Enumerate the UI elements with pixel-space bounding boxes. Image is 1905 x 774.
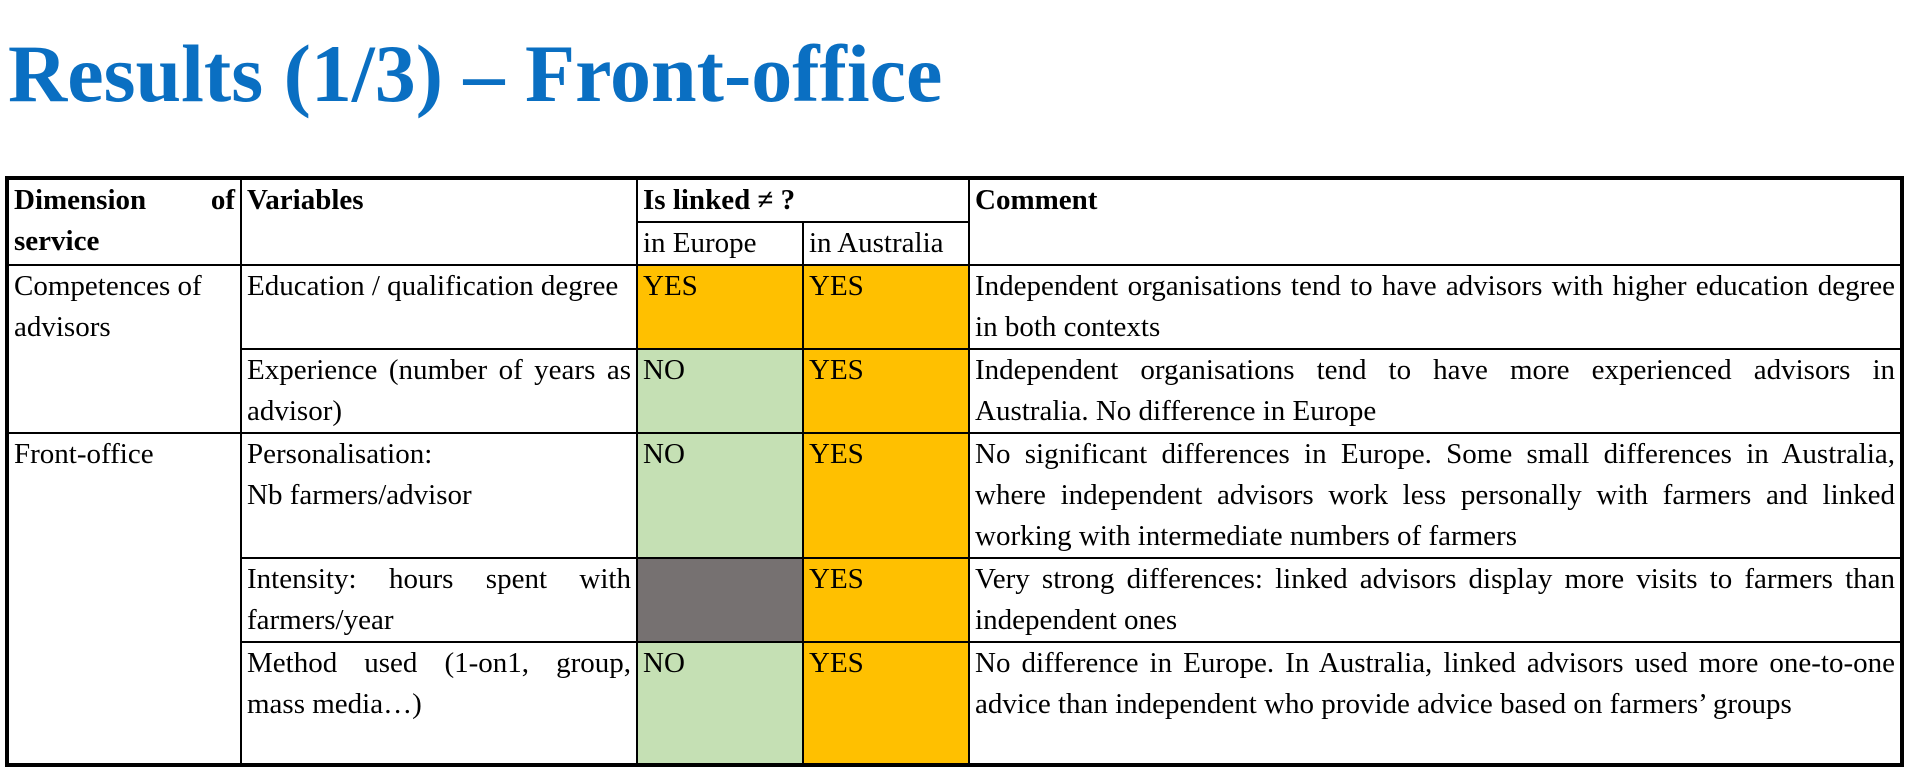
europe-result-cell: NO: [637, 433, 803, 558]
variable-line: Personalisation:: [247, 438, 433, 470]
table-row: [7, 642, 1902, 765]
australia-result-cell: YES: [803, 642, 969, 765]
australia-result-cell: YES: [803, 558, 969, 642]
variable-cell: [241, 433, 637, 558]
page-title: Results (1/3) – Front-office: [8, 28, 943, 119]
australia-result-cell: YES: [803, 433, 969, 558]
table-row: [7, 433, 1902, 558]
header-comment: Comment: [969, 178, 1902, 265]
australia-result-cell: YES: [803, 349, 969, 433]
comment-cell: Independent organisations tend to have advisors with higher education degree in both contexts: [969, 265, 1902, 349]
variable-line: Nb farmers/advisor: [247, 479, 472, 511]
variable-cell: Education / qualification degree: [241, 265, 637, 349]
table-row: [7, 265, 1902, 349]
australia-result-cell: YES: [803, 265, 969, 349]
europe-result-cell: [637, 558, 803, 642]
comment-cell: Very strong differences: linked advisors display more visits to farmers than independent ones: [969, 558, 1902, 642]
table-header-row: [7, 178, 1902, 222]
header-in-australia: in Australia: [803, 222, 969, 265]
variable-cell: Method used (1-on1, group, mass media…): [241, 642, 637, 765]
dimension-cell: Competences of advisors: [7, 265, 241, 433]
header-in-europe: in Europe: [637, 222, 803, 265]
table-row: [7, 558, 1902, 642]
dimension-cell: Front-office: [7, 433, 241, 765]
header-is-linked: Is linked ≠ ?: [637, 178, 969, 222]
europe-result-cell: NO: [637, 349, 803, 433]
header-dimension: Dimension of service: [7, 178, 241, 265]
table-row: [7, 349, 1902, 433]
results-table: [5, 176, 1904, 767]
europe-result-cell: YES: [637, 265, 803, 349]
variable-cell: Experience (number of years as advisor): [241, 349, 637, 433]
comment-cell: Independent organisations tend to have more experienced advisors in Australia. No difference in Europe: [969, 349, 1902, 433]
variable-cell: Intensity: hours spent with farmers/year: [241, 558, 637, 642]
europe-result-cell: NO: [637, 642, 803, 765]
comment-cell: No difference in Europe. In Australia, linked advisors used more one-to-one advice than independent who provide advice based on farmers’ groups: [969, 642, 1902, 765]
comment-cell: No significant differences in Europe. Some small differences in Australia, where independent advisors work less personally with farmers and linked working with intermediate numbers of farmers: [969, 433, 1902, 558]
header-variables: Variables: [241, 178, 637, 265]
